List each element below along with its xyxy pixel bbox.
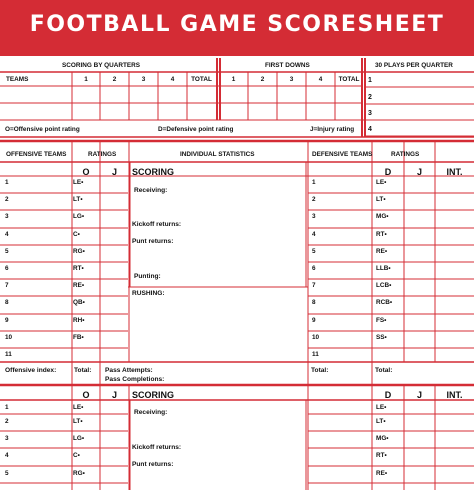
offense-row-number: 11: [5, 351, 12, 358]
col-d-header-2: D: [384, 390, 392, 400]
defense-position: LLB•: [376, 265, 391, 272]
defense-row-number: 7: [312, 282, 316, 289]
defense-position: SS•: [376, 334, 387, 341]
defense-row-number: 1: [312, 179, 316, 186]
col-j-header: J: [111, 167, 117, 177]
offensive-teams-header: OFFENSIVE TEAMS: [6, 151, 67, 158]
scoring-label-2: SCORING: [132, 390, 175, 400]
offense-row-number: 4: [5, 231, 9, 238]
defense-position: FS•: [376, 317, 387, 324]
legend-offensive: O=Offensive point rating: [5, 126, 80, 133]
offense-row-number-2: 5: [5, 470, 9, 477]
ratings-header-right: RATINGS: [391, 151, 420, 158]
plays-row-2: 2: [368, 94, 372, 101]
offense-position-2: LT•: [73, 418, 83, 425]
total-left-label: Total:: [74, 367, 92, 374]
total-right-label: Total:: [375, 367, 393, 374]
defense-position-2: LE•: [376, 404, 387, 411]
plays-per-quarter-header: 30 PLAYS PER QUARTER: [375, 62, 453, 69]
defense-row-number: 10: [312, 334, 320, 341]
legend-defensive: D=Defensive point rating: [158, 126, 234, 133]
offense-position-2: LE•: [73, 404, 84, 411]
scoring-by-quarters-header: SCORING BY QUARTERS: [62, 62, 140, 69]
plays-row-1: 1: [368, 77, 372, 84]
receiving-label: Receiving:: [134, 187, 168, 194]
offense-row-number-2: 4: [5, 452, 9, 459]
punt-returns-label: Punt returns:: [132, 238, 174, 245]
col-int-header-2: INT.: [446, 390, 463, 400]
plays-row-3: 3: [368, 110, 372, 117]
first-down-3-label: 3: [289, 76, 294, 83]
quarter-total-label: TOTAL: [191, 76, 212, 83]
offense-row-number-2: 1: [5, 404, 9, 411]
defense-position: LE•: [376, 179, 387, 186]
legend-injury: J=Injury rating: [310, 126, 355, 133]
first-down-4-label: 4: [318, 76, 323, 83]
offense-position: QB•: [73, 299, 85, 306]
scoring-label: SCORING: [132, 167, 175, 177]
defensive-teams-header: DEFENSIVE TEAMS: [312, 151, 373, 158]
offense-position: LG•: [73, 213, 85, 220]
page-title: FOOTBALL GAME SCORESHEET: [29, 12, 445, 37]
defense-position-2: LT•: [376, 418, 386, 425]
defense-position: RCB•: [376, 299, 393, 306]
first-down-2-label: 2: [260, 76, 265, 83]
offense-row-number: 3: [5, 213, 9, 220]
col-j2-header-2: J: [416, 390, 422, 400]
offense-row-number: 5: [5, 248, 9, 255]
offense-position: LE•: [73, 179, 84, 186]
defense-position: LT•: [376, 196, 386, 203]
first-down-total-label: TOTAL: [338, 76, 360, 83]
pass-completions-label: Pass Completions:: [105, 376, 165, 383]
teams-label: TEAMS: [6, 76, 29, 83]
defense-position-2: MG•: [376, 435, 389, 442]
individual-statistics-header: INDIVIDUAL STATISTICS: [180, 151, 255, 158]
offense-position-2: LG•: [73, 435, 85, 442]
col-d-header: D: [384, 167, 392, 177]
offense-row-number: 1: [5, 179, 9, 186]
offense-row-number: 7: [5, 282, 9, 289]
total-mid-label: Total:: [311, 367, 329, 374]
offense-position: RT•: [73, 265, 84, 272]
defense-position: RE•: [376, 248, 388, 255]
offense-row-number-2: 3: [5, 435, 9, 442]
quarter-4-label: 4: [170, 76, 175, 83]
offense-position: LT•: [73, 196, 83, 203]
quarter-1-label: 1: [84, 76, 88, 83]
defense-row-number: 2: [312, 196, 316, 203]
offensive-index-label: Offensive index:: [5, 367, 57, 374]
punt-returns-label-2: Punt returns:: [132, 461, 174, 468]
defense-row-number: 6: [312, 265, 316, 272]
offense-position-2: RG•: [73, 470, 85, 477]
offense-position: C•: [73, 231, 80, 238]
punting-label: Punting:: [134, 273, 161, 280]
defense-row-number: 3: [312, 213, 316, 220]
defense-row-number: 4: [312, 231, 316, 238]
defense-row-number: 9: [312, 317, 316, 324]
defense-row-number: 5: [312, 248, 316, 255]
quarter-2-label: 2: [112, 76, 117, 83]
offense-row-number: 8: [5, 299, 9, 306]
kickoff-returns-label: Kickoff returns:: [132, 221, 182, 228]
receiving-label-2: Receiving:: [134, 409, 168, 416]
offense-row-number: 10: [5, 334, 13, 341]
offense-row-number: 2: [5, 196, 9, 203]
offense-row-number-2: 2: [5, 418, 9, 425]
plays-row-4: 4: [368, 126, 372, 133]
rushing-label: RUSHING:: [132, 290, 165, 297]
col-int-header: INT.: [446, 167, 463, 177]
defense-position-2: RT•: [376, 452, 387, 459]
kickoff-returns-label-2: Kickoff returns:: [132, 444, 182, 451]
col-j-header-2: J: [111, 390, 117, 400]
defense-position: MG•: [376, 213, 389, 220]
offense-row-number: 6: [5, 265, 9, 272]
offense-position: RG•: [73, 248, 85, 255]
defense-row-number: 11: [312, 351, 319, 358]
offense-row-number: 9: [5, 317, 9, 324]
offense-position-2: C•: [73, 452, 80, 459]
col-o-header: O: [82, 167, 90, 177]
first-down-1-label: 1: [231, 76, 236, 83]
offense-position: RE•: [73, 282, 85, 289]
ratings-header-left: RATINGS: [88, 151, 117, 158]
pass-attempts-label: Pass Attempts:: [105, 367, 153, 374]
defense-position: RT•: [376, 231, 387, 238]
first-downs-header: FIRST DOWNS: [265, 62, 310, 69]
offense-position: RH•: [73, 317, 85, 324]
col-o-header-2: O: [82, 390, 90, 400]
col-j2-header: J: [416, 167, 422, 177]
quarter-3-label: 3: [141, 76, 146, 83]
offense-position: FB•: [73, 334, 84, 341]
defense-row-number: 8: [312, 299, 316, 306]
defense-position-2: RE•: [376, 470, 388, 477]
defense-position: LCB•: [376, 282, 392, 289]
